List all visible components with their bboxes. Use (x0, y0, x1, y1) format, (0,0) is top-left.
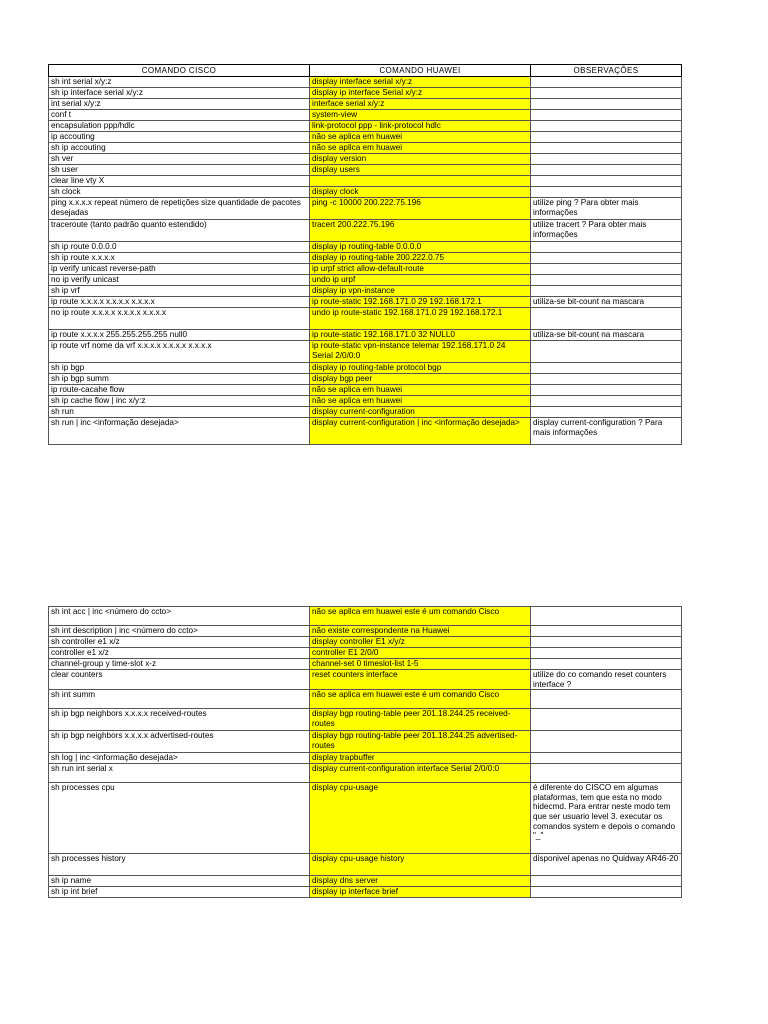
cell-huawei: ip route-static vpn-instance telemar 192.168.171.0 24 Serial 2/0/0:0 (310, 341, 531, 363)
cell-obs: é diferente do CISCO em algumas plataformas, tem que esta no modo hidecmd. Para entrar neste modo tem que ser usuario level 3. executar os comandos system e depois o comando "_" (531, 783, 682, 854)
table-row (49, 330, 682, 341)
cell-huawei: display bgp routing-table peer 201.18.244.25 received-routes (310, 709, 531, 731)
cell-huawei: não se aplica em huawei (310, 132, 531, 143)
cell-huawei: display users (310, 165, 531, 176)
cell-cisco: no ip verify unicast (49, 275, 310, 286)
cell-huawei: ip urpf strict allow-default-route (310, 264, 531, 275)
table-row (49, 385, 682, 396)
cell-huawei: reset counters interface (310, 670, 531, 690)
table-row (49, 659, 682, 670)
table-row (49, 607, 682, 626)
cell-cisco: sh run (49, 407, 310, 418)
table-row (49, 648, 682, 659)
table-1-body (49, 77, 682, 445)
cell-huawei: não se aplica em huawei (310, 385, 531, 396)
cell-cisco: sh ip bgp neighbors x.x.x.x received-routes (49, 709, 310, 731)
cell-huawei: display ip routing-table 0.0.0.0 (310, 242, 531, 253)
table-row (49, 887, 682, 898)
cell-obs (531, 659, 682, 670)
cell-obs (531, 753, 682, 764)
cell-obs: utiliza-se bit-count na mascara (531, 297, 682, 308)
cell-huawei: não se aplica em huawei este é um comando Cisco (310, 607, 531, 626)
cell-huawei: display ip routing-table 200.222.0.75 (310, 253, 531, 264)
cell-cisco: sh controller e1 x/z (49, 637, 310, 648)
cell-cisco: ip verify unicast reverse-path (49, 264, 310, 275)
table-row (49, 637, 682, 648)
cell-cisco: clear line vty X (49, 176, 310, 187)
cell-huawei: ip route-static 192.168.171.0 32 NULL0 (310, 330, 531, 341)
table-row (49, 407, 682, 418)
table-row (49, 626, 682, 637)
cell-cisco: int serial x/y:z (49, 99, 310, 110)
table-row (49, 396, 682, 407)
cell-cisco: sh ip vrf (49, 286, 310, 297)
cell-obs (531, 876, 682, 887)
cell-obs (531, 264, 682, 275)
cell-obs (531, 121, 682, 132)
cell-obs (531, 363, 682, 374)
cell-huawei: display cpu-usage history (310, 854, 531, 876)
cell-cisco: ip accouting (49, 132, 310, 143)
commands-table-1 (48, 64, 682, 445)
cell-cisco: sh ip int brief (49, 887, 310, 898)
cell-cisco: sh ip bgp (49, 363, 310, 374)
cell-obs (531, 132, 682, 143)
cell-obs (531, 308, 682, 330)
cell-huawei: não se aplica em huawei (310, 143, 531, 154)
cell-huawei: display controller E1 x/y/z (310, 637, 531, 648)
table-row (49, 176, 682, 187)
cell-obs (531, 374, 682, 385)
cell-huawei: display bgp routing-table peer 201.18.244.25 advertised-routes (310, 731, 531, 753)
cell-cisco: sh int serial x/y:z (49, 77, 310, 88)
cell-obs (531, 242, 682, 253)
cell-obs: display current-configuration ? Para mais informações (531, 418, 682, 445)
cell-huawei: não se aplica em huawei este é um comando Cisco (310, 690, 531, 709)
table-row (49, 709, 682, 731)
cell-huawei: display ip vpn-instance (310, 286, 531, 297)
table-row (49, 854, 682, 876)
cell-cisco: sh log | inc <informação desejada> (49, 753, 310, 764)
cell-obs (531, 648, 682, 659)
cell-obs: utiliza-se bit-count na mascara (531, 330, 682, 341)
cell-obs (531, 385, 682, 396)
cell-obs (531, 77, 682, 88)
table-row (49, 198, 682, 220)
cell-cisco: controller e1 x/z (49, 648, 310, 659)
cell-huawei: display ip routing-table protocol bgp (310, 363, 531, 374)
cell-obs (531, 176, 682, 187)
cell-cisco: clear counters (49, 670, 310, 690)
cell-obs (531, 88, 682, 99)
cell-cisco: encapsulation ppp/hdlc (49, 121, 310, 132)
table-row (49, 132, 682, 143)
cell-cisco: sh ip interface serial x/y:z (49, 88, 310, 99)
header-row (49, 65, 682, 77)
table-row (49, 275, 682, 286)
table-row (49, 363, 682, 374)
cell-huawei: undo ip urpf (310, 275, 531, 286)
cell-huawei: display bgp peer (310, 374, 531, 385)
cell-obs (531, 341, 682, 363)
cell-huawei: display dns server (310, 876, 531, 887)
cell-cisco: sh int description | inc <número do ccto> (49, 626, 310, 637)
cell-obs (531, 607, 682, 626)
cell-huawei: não se aplica em huawei (310, 396, 531, 407)
cell-obs: utilize ping ? Para obter mais informações (531, 198, 682, 220)
cell-obs (531, 253, 682, 264)
cell-huawei: tracert 200.222.75.196 (310, 220, 531, 242)
table-row (49, 165, 682, 176)
cell-huawei: display interface serial x/y:z (310, 77, 531, 88)
table-row (49, 121, 682, 132)
cell-obs (531, 154, 682, 165)
cell-obs: utilize do co comando reset counters interface ? (531, 670, 682, 690)
cell-cisco: sh ip bgp summ (49, 374, 310, 385)
cell-cisco: sh ip cache flow | inc x/y:z (49, 396, 310, 407)
cell-obs (531, 143, 682, 154)
table-row (49, 418, 682, 445)
table-row (49, 110, 682, 121)
table-2-body (49, 607, 682, 898)
cell-obs (531, 99, 682, 110)
table-row (49, 242, 682, 253)
cell-cisco: sh run int serial x (49, 764, 310, 783)
table-row (49, 99, 682, 110)
cell-cisco: sh clock (49, 187, 310, 198)
cell-cisco: sh int summ (49, 690, 310, 709)
cell-cisco: conf t (49, 110, 310, 121)
table-row (49, 783, 682, 854)
cell-huawei: não existe correspondente na Huawei (310, 626, 531, 637)
cell-obs (531, 165, 682, 176)
table-row (49, 220, 682, 242)
table-row (49, 374, 682, 385)
table-row (49, 77, 682, 88)
cell-obs (531, 626, 682, 637)
cell-obs (531, 407, 682, 418)
cell-cisco: sh ip name (49, 876, 310, 887)
cell-cisco: sh ip accouting (49, 143, 310, 154)
cell-huawei: display current-configuration | inc <informação desejada> (310, 418, 531, 445)
cell-huawei: display clock (310, 187, 531, 198)
cell-obs: disponivel apenas no Quidway AR46-20 (531, 854, 682, 876)
table-row (49, 341, 682, 363)
cell-cisco: ip route x.x.x.x x.x.x.x x.x.x.x (49, 297, 310, 308)
cell-huawei: display version (310, 154, 531, 165)
cell-obs (531, 110, 682, 121)
table-row (49, 731, 682, 753)
table-row (49, 670, 682, 690)
cell-cisco: sh ip route x.x.x.x (49, 253, 310, 264)
cell-obs (531, 637, 682, 648)
cell-huawei: ip route-static 192.168.171.0 29 192.168.172.1 (310, 297, 531, 308)
cell-huawei (310, 176, 531, 187)
commands-table-2 (48, 606, 682, 898)
cell-obs: utilize tracert ? Para obter mais informações (531, 220, 682, 242)
table-row (49, 753, 682, 764)
cell-huawei: channel-set 0 timeslot-list 1-5 (310, 659, 531, 670)
table-row (49, 143, 682, 154)
cell-cisco: channel-group y time-slot x-z (49, 659, 310, 670)
table-row (49, 308, 682, 330)
cell-obs (531, 396, 682, 407)
table-row (49, 264, 682, 275)
cell-huawei: controller E1 2/0/0 (310, 648, 531, 659)
cell-huawei: display ip interface Serial x/y:z (310, 88, 531, 99)
cell-huawei: display cpu-usage (310, 783, 531, 854)
cell-cisco: sh ip route 0.0.0.0 (49, 242, 310, 253)
table-row (49, 876, 682, 887)
cell-huawei: display current-configuration (310, 407, 531, 418)
cell-cisco: sh processes history (49, 854, 310, 876)
cell-huawei: display current-configuration interface Serial 2/0/0:0 (310, 764, 531, 783)
header-obs: OBSERVAÇÕES (531, 65, 682, 77)
cell-obs (531, 731, 682, 753)
cell-obs (531, 286, 682, 297)
cell-cisco: no ip route x.x.x.x x.x.x.x x.x.x.x (49, 308, 310, 330)
cell-cisco: sh run | inc <informação desejada> (49, 418, 310, 445)
table-row (49, 253, 682, 264)
cell-obs (531, 275, 682, 286)
cell-obs (531, 690, 682, 709)
cell-huawei: display trapbuffer (310, 753, 531, 764)
cell-obs (531, 709, 682, 731)
cell-cisco: ip route vrf nome da vrf x.x.x.x x.x.x.x x.x.x.x (49, 341, 310, 363)
table-row (49, 764, 682, 783)
cell-huawei: interface serial x/y:z (310, 99, 531, 110)
cell-cisco: sh user (49, 165, 310, 176)
header-huawei: COMANDO HUAWEI (310, 65, 531, 77)
cell-cisco: ping x.x.x.x repeat número de repetições size quantidade de pacotes desejadas (49, 198, 310, 220)
table-row (49, 690, 682, 709)
cell-obs (531, 764, 682, 783)
cell-cisco: traceroute (tanto padrão quanto estendido) (49, 220, 310, 242)
cell-cisco: sh int acc | inc <número do ccto> (49, 607, 310, 626)
cell-cisco: ip route-cacahe flow (49, 385, 310, 396)
cell-cisco: sh processes cpu (49, 783, 310, 854)
cell-huawei: link-protocol ppp - link-protocol hdlc (310, 121, 531, 132)
cell-cisco: ip route x.x.x.x 255.255.255.255 null0 (49, 330, 310, 341)
header-cisco: COMANDO CISCO (49, 65, 310, 77)
table-row (49, 154, 682, 165)
table-row (49, 187, 682, 198)
cell-huawei: undo ip route-static 192.168.171.0 29 192.168.172.1 (310, 308, 531, 330)
cell-cisco: sh ver (49, 154, 310, 165)
cell-cisco: sh ip bgp neighbors x.x.x.x advertised-routes (49, 731, 310, 753)
cell-huawei: display ip interface brief (310, 887, 531, 898)
table-row (49, 297, 682, 308)
cell-obs (531, 887, 682, 898)
cell-huawei: system-view (310, 110, 531, 121)
cell-huawei: ping -c 10000 200.222.75.196 (310, 198, 531, 220)
table-row (49, 88, 682, 99)
table-row (49, 286, 682, 297)
cell-obs (531, 187, 682, 198)
